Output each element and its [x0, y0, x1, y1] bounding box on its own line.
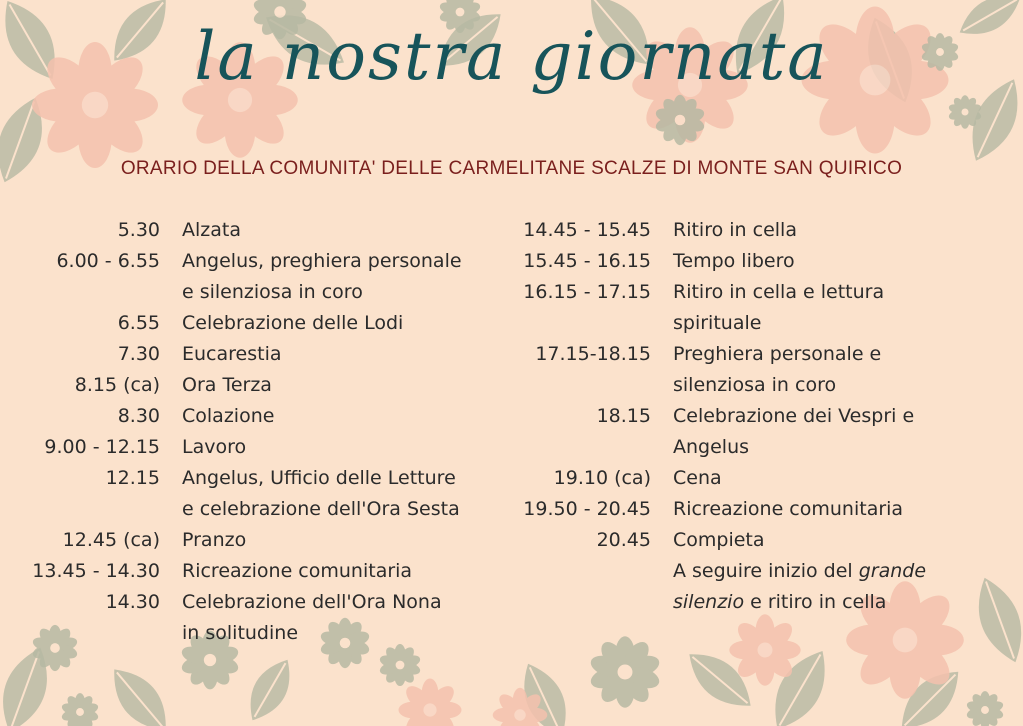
time-label: 8.15 (ca): [74, 374, 160, 396]
time-label: 20.45: [596, 529, 651, 551]
time-label: 14.45 - 15.45: [523, 219, 651, 241]
daisy-flower-icon: [378, 644, 421, 686]
schedule-row: [500, 246, 926, 277]
time-label: 17.15-18.15: [535, 343, 651, 365]
activity-label: silenziosa in coro: [673, 374, 837, 396]
daisy-flower-icon: [399, 679, 462, 726]
activity-label: Ritiro in cella e lettura: [673, 281, 885, 303]
time-label: 7.30: [117, 343, 160, 365]
closing-note: [500, 556, 926, 587]
page-subtitle: ORARIO DELLA COMUNITA' DELLE CARMELITANE SCALZE DI MONTE SAN QUIRICO: [120, 158, 903, 179]
schedule-row-continuation: [500, 308, 926, 339]
activity-label: spirituale: [673, 312, 762, 334]
schedule-row: [0, 463, 462, 494]
schedule-row-continuation: [500, 432, 926, 463]
schedule-row-continuation: [500, 370, 926, 401]
page-title: la nostra giornata: [194, 18, 829, 95]
schedule-row: [0, 401, 462, 432]
schedule-row: [0, 246, 462, 277]
schedule-row: [0, 370, 462, 401]
schedule-row: [0, 215, 462, 246]
activity-label: Cena: [673, 467, 722, 489]
activity-label: Ritiro in cella: [673, 219, 797, 241]
schedule-row-continuation: [0, 277, 462, 308]
schedule-row: [500, 277, 926, 308]
leaf-icon: [100, 658, 179, 726]
schedule-right-column: [500, 215, 926, 618]
closing-note-continuation: [500, 587, 926, 618]
daisy-flower-icon: [729, 614, 800, 685]
activity-label: Pranzo: [182, 529, 247, 551]
daisy-flower-icon: [965, 691, 1004, 726]
activity-label: Celebrazione dell'Ora Nona: [182, 591, 442, 613]
leaf-icon: [239, 652, 302, 726]
schedule-row: [0, 556, 462, 587]
schedule-row-continuation: [0, 494, 462, 525]
schedule-row: [0, 587, 462, 618]
schedule-left-column: [0, 215, 462, 649]
schedule-row: [0, 525, 462, 556]
time-label: 19.50 - 20.45: [523, 498, 651, 520]
time-label: 16.15 - 17.15: [523, 281, 651, 303]
activity-label: Angelus: [673, 436, 750, 458]
activity-label: Lavoro: [182, 436, 247, 458]
schedule-row: [500, 339, 926, 370]
schedule-row: [500, 525, 926, 556]
schedule-row: [0, 339, 462, 370]
time-label: 12.45 (ca): [62, 529, 160, 551]
time-label: 13.45 - 14.30: [32, 560, 160, 582]
activity-label: silenzio e ritiro in cella: [673, 591, 887, 613]
schedule-row: [500, 215, 926, 246]
time-label: 5.30: [117, 219, 160, 241]
activity-label: Preghiera personale e: [673, 343, 882, 365]
time-label: 9.00 - 12.15: [44, 436, 160, 458]
time-label: 19.10 (ca): [553, 467, 651, 489]
time-label: 15.45 - 16.15: [523, 250, 651, 272]
activity-label: e silenziosa in coro: [182, 281, 363, 303]
activity-label: Angelus, Ufficio delle Letture: [182, 467, 456, 489]
activity-label: Colazione: [182, 405, 275, 427]
schedule-row: [500, 401, 926, 432]
activity-label: Celebrazione delle Lodi: [182, 312, 404, 334]
activity-label: Compieta: [673, 529, 765, 551]
schedule-row: [0, 432, 462, 463]
time-label: 6.55: [117, 312, 160, 334]
activity-label: Celebrazione dei Vespri e: [673, 405, 915, 427]
time-label: 6.00 - 6.55: [56, 250, 160, 272]
activity-label: Ricreazione comunitaria: [182, 560, 413, 582]
activity-label: Ora Terza: [182, 374, 272, 396]
leaf-icon: [967, 571, 1023, 669]
daisy-flower-icon: [60, 693, 99, 726]
time-label: 14.30: [105, 591, 160, 613]
activity-label: Alzata: [182, 219, 241, 241]
time-label: 8.30: [117, 405, 160, 427]
daisy-flower-icon: [588, 636, 662, 707]
activity-label: Eucarestia: [182, 343, 282, 365]
schedule-row: [500, 494, 926, 525]
schedule-row-continuation: [0, 618, 462, 649]
schedule-row: [500, 463, 926, 494]
time-label: 12.15: [105, 467, 160, 489]
activity-label: A seguire inizio del grande: [673, 560, 927, 582]
activity-label: Ricreazione comunitaria: [673, 498, 904, 520]
activity-label: in solitudine: [182, 622, 299, 644]
time-label: 18.15: [596, 405, 651, 427]
activity-label: Angelus, preghiera personale: [182, 250, 462, 272]
schedule-row: [0, 308, 462, 339]
activity-label: e celebrazione dell'Ora Sesta: [182, 498, 460, 520]
activity-label: Tempo libero: [673, 250, 795, 272]
